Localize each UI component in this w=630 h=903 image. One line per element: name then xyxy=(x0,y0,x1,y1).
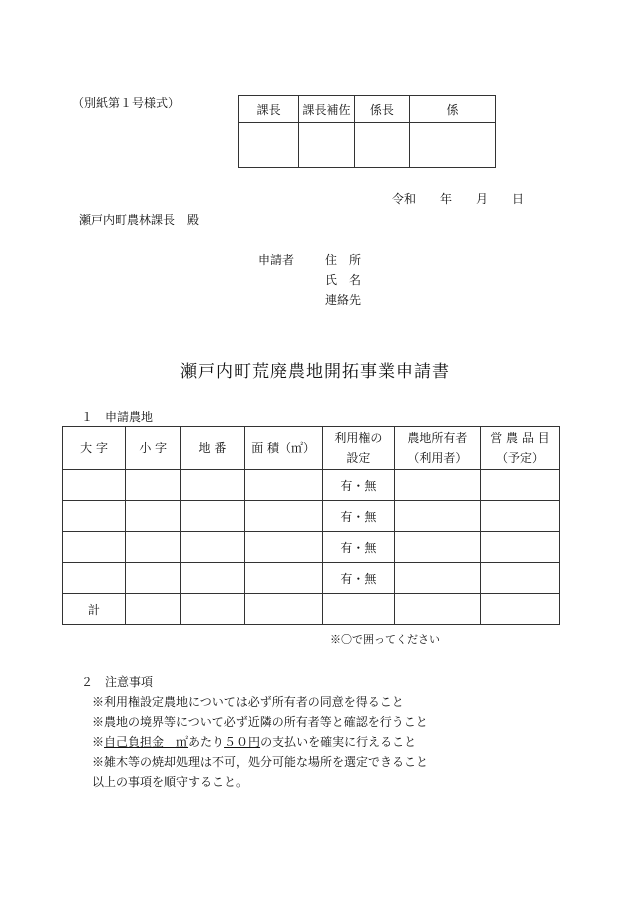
applicant-label: 申請者 xyxy=(258,253,295,267)
col-header-oaza: 大 字 xyxy=(63,427,126,470)
section2-heading: ２ 注意事項 xyxy=(81,675,154,689)
cell-rights[interactable]: 有・無 xyxy=(322,501,394,532)
cell-crop[interactable] xyxy=(480,563,559,594)
address-label: 住 所 xyxy=(325,253,362,267)
contact-label: 連絡先 xyxy=(325,293,362,307)
cell-oaza[interactable] xyxy=(63,470,126,501)
cell-crop[interactable] xyxy=(480,594,559,625)
cell-crop[interactable] xyxy=(480,501,559,532)
col-header-koaza: 小 字 xyxy=(126,427,181,470)
cell-area-total[interactable] xyxy=(244,594,322,625)
stamp-header: 係 xyxy=(410,96,496,123)
total-label: 計 xyxy=(63,594,126,625)
table-row xyxy=(63,563,560,594)
section1-heading: １ 申請農地 xyxy=(81,410,154,424)
cell-owner[interactable] xyxy=(394,501,480,532)
cell-rights[interactable]: 有・無 xyxy=(322,470,394,501)
cell-chiban[interactable] xyxy=(181,470,244,501)
cell-koaza[interactable] xyxy=(126,501,181,532)
addressee: 瀬戸内町農林課長 殿 xyxy=(79,213,200,227)
cell-area[interactable] xyxy=(244,470,322,501)
cell-oaza[interactable] xyxy=(63,501,126,532)
date-line: 令和 年 月 日 xyxy=(392,192,525,206)
cell-koaza[interactable] xyxy=(126,563,181,594)
cell-chiban[interactable] xyxy=(181,563,244,594)
col-header-owner: 農地所有者 （利用者） xyxy=(394,427,480,470)
stamp-cell[interactable] xyxy=(354,123,409,168)
stamp-cell[interactable] xyxy=(239,123,299,168)
cell-owner[interactable] xyxy=(394,594,480,625)
stamp-header: 課長補佐 xyxy=(299,96,354,123)
cell-area[interactable] xyxy=(244,532,322,563)
cell-koaza[interactable] xyxy=(126,470,181,501)
cell-chiban[interactable] xyxy=(181,594,244,625)
total-row xyxy=(63,594,560,625)
cell-chiban[interactable] xyxy=(181,532,244,563)
page-title: 瀬戸内町荒廃農地開拓事業申請書 xyxy=(180,362,450,382)
application-land-table xyxy=(62,426,560,625)
col-header-rights: 利用権の 設定 xyxy=(322,427,394,470)
table-header-row xyxy=(63,427,560,470)
table-row xyxy=(63,532,560,563)
stamp-header: 係長 xyxy=(354,96,409,123)
cell-crop[interactable] xyxy=(480,532,559,563)
approval-stamp-table xyxy=(238,95,496,168)
col-header-area: 面 積（㎡） xyxy=(244,427,322,470)
notice-item: ※雑木等の焼却処理は不可，処分可能な場所を選定できること xyxy=(92,755,429,769)
stamp-cell[interactable] xyxy=(410,123,496,168)
table-row xyxy=(63,470,560,501)
notice-item: ※利用権設定農地については必ず所有者の同意を得ること xyxy=(92,695,404,709)
col-header-crop: 営 農 品 目 （予定） xyxy=(480,427,559,470)
cell-area[interactable] xyxy=(244,563,322,594)
name-label: 氏 名 xyxy=(325,273,362,287)
form-label: （別紙第１号様式） xyxy=(72,96,181,110)
cell-crop[interactable] xyxy=(480,470,559,501)
notice-item: ※農地の境界等について必ず近隣の所有者等と確認を行うこと xyxy=(92,715,428,729)
fee-underlined-text: 自己負担金 ㎡ xyxy=(104,735,189,749)
cell-rights[interactable]: 有・無 xyxy=(322,563,394,594)
circle-note: ※〇で囲ってください xyxy=(330,633,440,646)
cell-owner[interactable] xyxy=(394,563,480,594)
notice-item-fee: ※自己負担金 ㎡あたり５０円の支払いを確実に行えること xyxy=(92,735,417,749)
cell-rights[interactable]: 有・無 xyxy=(322,532,394,563)
closing-text: 以上の事項を順守すること。 xyxy=(92,775,249,789)
cell-rights[interactable] xyxy=(322,594,394,625)
cell-koaza[interactable] xyxy=(126,594,181,625)
col-header-chiban: 地 番 xyxy=(181,427,244,470)
fee-amount: ５０円 xyxy=(224,735,261,749)
cell-owner[interactable] xyxy=(394,532,480,563)
cell-chiban[interactable] xyxy=(181,501,244,532)
stamp-header: 課長 xyxy=(239,96,299,123)
stamp-cell[interactable] xyxy=(299,123,354,168)
cell-oaza[interactable] xyxy=(63,563,126,594)
cell-koaza[interactable] xyxy=(126,532,181,563)
cell-owner[interactable] xyxy=(394,470,480,501)
table-row xyxy=(63,501,560,532)
cell-oaza[interactable] xyxy=(63,532,126,563)
cell-area[interactable] xyxy=(244,501,322,532)
